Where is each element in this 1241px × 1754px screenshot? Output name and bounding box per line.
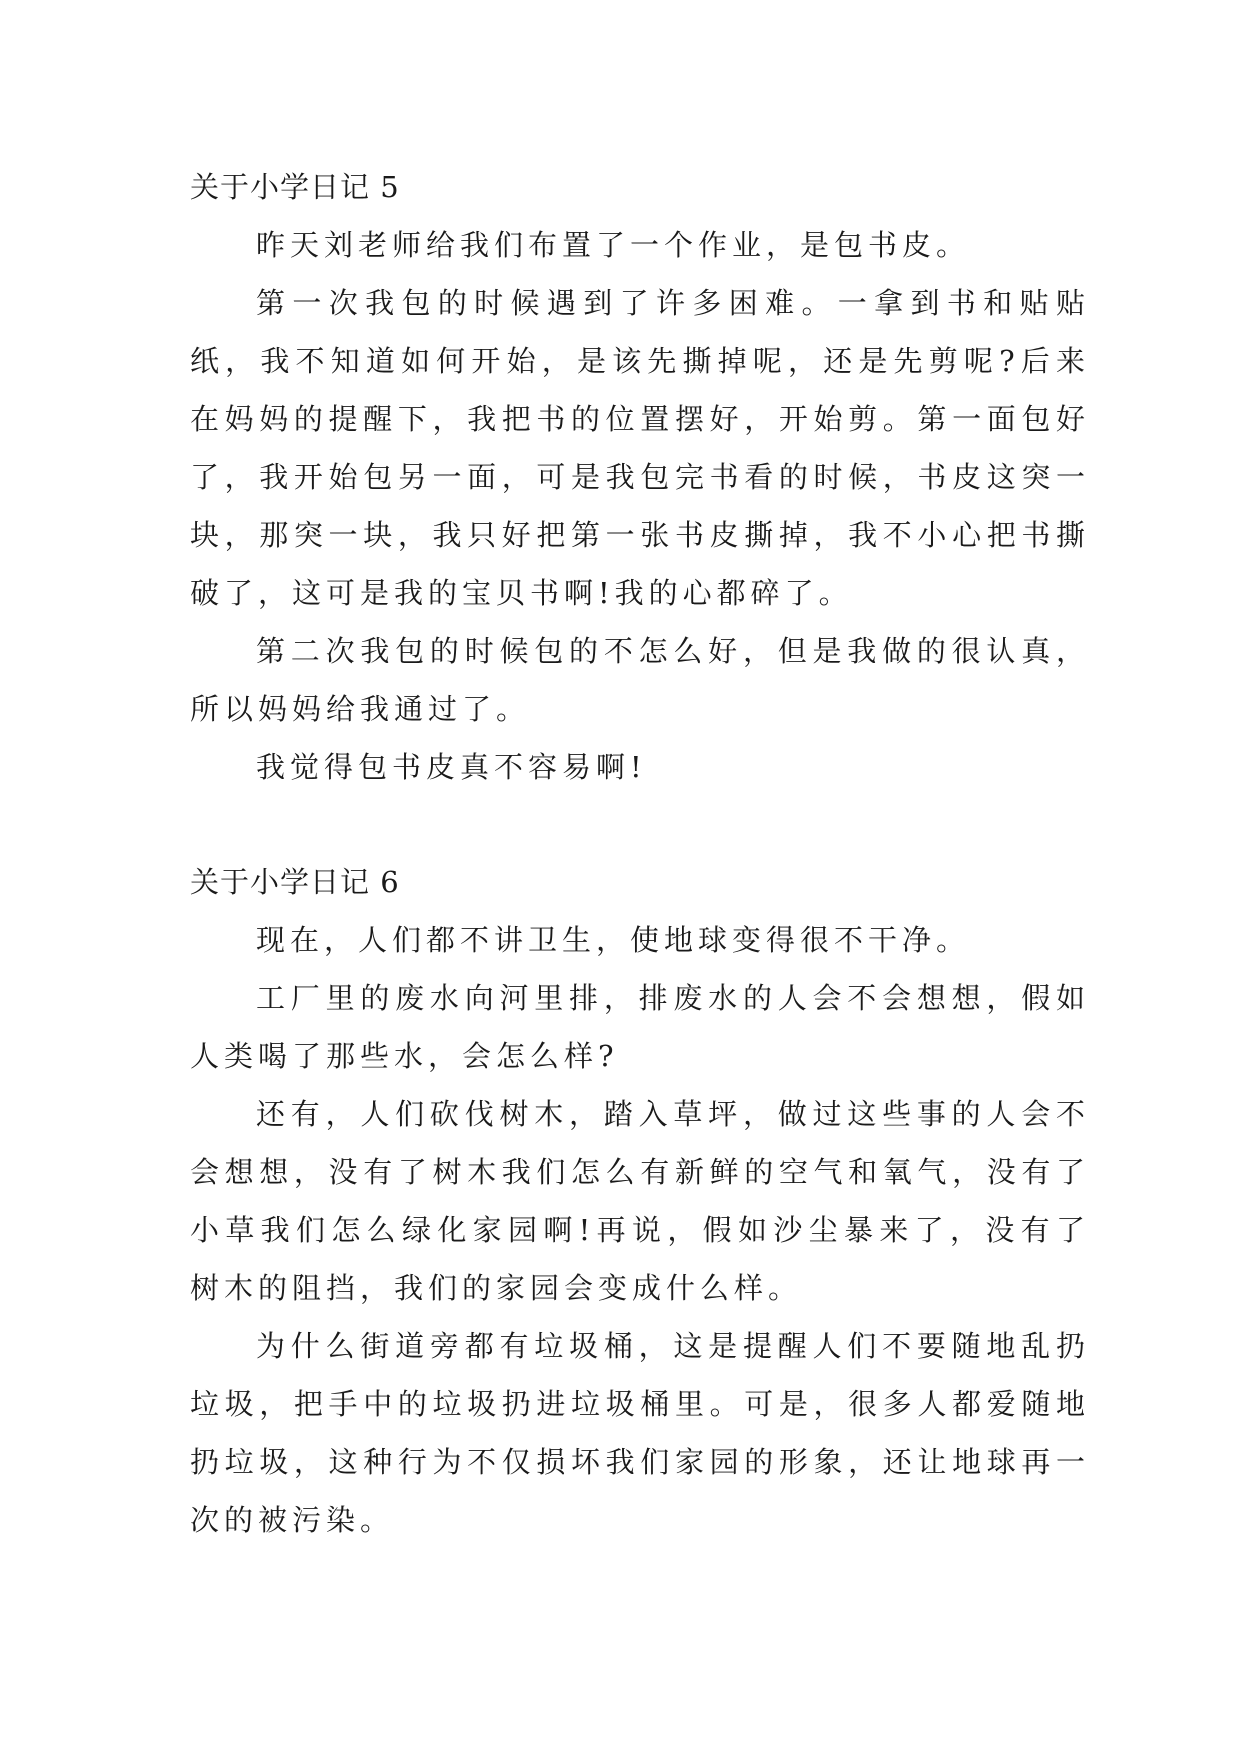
paragraph: 现在，人们都不讲卫生，使地球变得很不干净。 [256,923,971,957]
diary-entry-5 [190,158,1090,796]
paragraph: 还有，人们砍伐树木，踏入草坪，做过这些事的人会不会想想，没有了树木我们怎么有新鲜的空气和氧气，没有了小草我们怎么绿化家园啊!再说，假如沙尘暴来了，没有了树木的阻挡，我们的家园会变成什么样。 [190,1097,1090,1305]
paragraph: 昨天刘老师给我们布置了一个作业，是包书皮。 [256,228,971,262]
entry-title: 关于小学日记 6 [190,865,400,899]
paragraph: 为什么街道旁都有垃圾桶，这是提醒人们不要随地乱扔垃圾，把手中的垃圾扔进垃圾桶里。可是，很多人都爱随地扔垃圾，这种行为不仅损坏我们家园的形象，还让地球再一次的被污染。 [190,1329,1090,1537]
paragraph: 第二次我包的时候包的不怎么好，但是我做的很认真，所以妈妈给我通过了。 [190,634,1090,726]
paragraph: 第一次我包的时候遇到了许多困难。一拿到书和贴贴纸，我不知道如何开始，是该先撕掉呢，还是先剪呢?后来在妈妈的提醒下，我把书的位置摆好，开始剪。第一面包好了，我开始包另一面，可是我包完书看的时候，书皮这突一块，那突一块，我只好把第一张书皮撕掉，我不小心把书撕破了，这可是我的宝贝书啊!我的心都碎了。 [190,286,1090,610]
entry-title: 关于小学日记 5 [190,170,400,204]
diary-entry-6 [190,853,1090,1549]
paragraph: 我觉得包书皮真不容易啊! [256,750,647,784]
paragraph: 工厂里的废水向河里排，排废水的人会不会想想，假如人类喝了那些水，会怎么样? [190,981,1090,1073]
